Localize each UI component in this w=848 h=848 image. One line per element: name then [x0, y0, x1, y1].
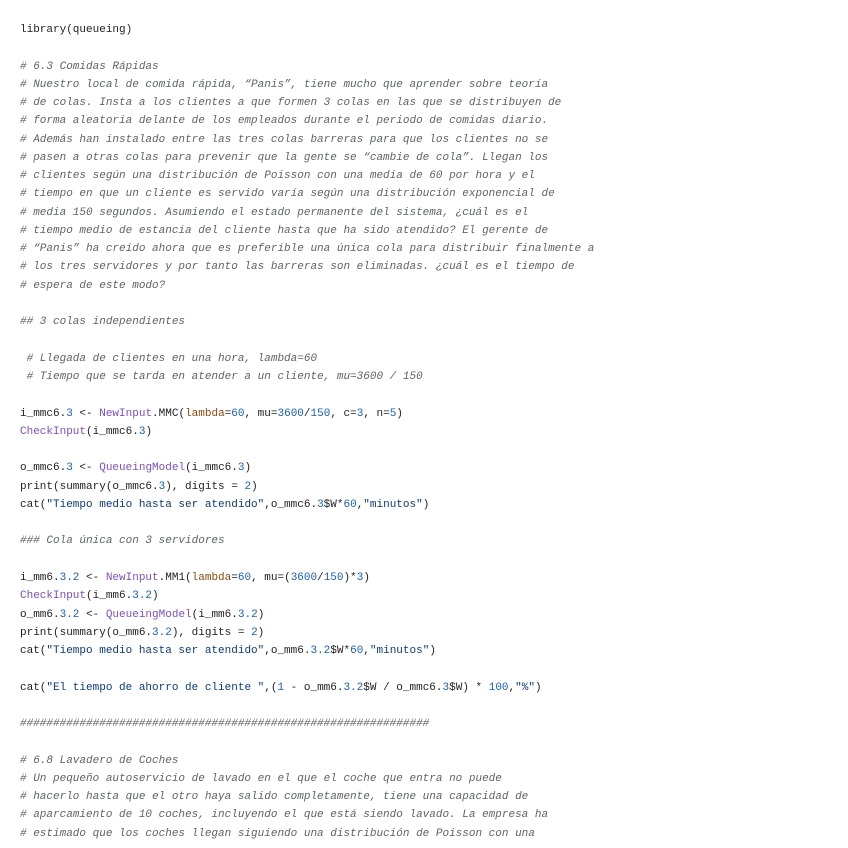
code-number: 1 — [277, 681, 285, 694]
code-line — [20, 368, 840, 386]
code-string: "Tiempo medio hasta ser atendido" — [46, 645, 265, 658]
code-text: (i_mmc6. — [86, 425, 139, 438]
code-text: print(summary(o_mmc6. — [20, 480, 159, 493]
code-function: CheckInput — [20, 590, 87, 603]
code-string: "minutos" — [363, 498, 423, 511]
code-number: 3600 — [277, 407, 304, 420]
code-line — [20, 21, 840, 39]
code-number: 2 — [244, 480, 252, 493]
code-number: 2 — [251, 626, 258, 639]
code-line — [20, 332, 840, 350]
code-function: CheckInput — [20, 425, 87, 438]
code-text: ) — [251, 480, 258, 493]
code-number: 3 — [442, 681, 450, 694]
code-line — [20, 606, 840, 624]
code-text: (i_mmc6. — [185, 462, 238, 475]
code-text: - o_mm6. — [284, 681, 344, 694]
code-comment: ############################################################## — [20, 718, 430, 731]
code-text: $W* — [330, 645, 351, 658]
code-number: 150 — [310, 407, 331, 420]
code-line — [20, 514, 840, 532]
code-argument: lambda — [185, 407, 225, 420]
code-comment: # media 150 segundos. Asumiendo el estado permanente del sistema, ¿cuál es el — [20, 206, 529, 219]
code-line — [20, 76, 840, 94]
code-number: 3 — [66, 462, 73, 475]
code-number: 3600 — [290, 571, 318, 584]
code-number: 3 — [237, 462, 245, 475]
code-line — [20, 295, 840, 313]
code-line — [20, 350, 840, 368]
code-line — [20, 733, 840, 751]
code-line — [20, 167, 840, 185]
code-text: library(queueing) — [20, 24, 133, 36]
code-number: 60 — [231, 407, 245, 420]
code-text: <- — [72, 407, 100, 420]
code-text: o_mmc6. — [20, 462, 67, 475]
code-text: / — [317, 571, 324, 584]
code-number: 3 — [66, 407, 73, 420]
code-line — [20, 131, 840, 149]
code-text: , n= — [363, 407, 390, 420]
code-comment: ### Cola única con 3 servidores — [20, 535, 225, 548]
code-comment: # clientes según una distribución de Poisson con una media de 60 por hora y el — [20, 170, 535, 183]
code-text: ) — [534, 681, 542, 694]
code-comment: # “Panis” ha creído ahora que es preferible una única cola para distribuir finalmente a — [20, 243, 595, 256]
code-text: $W) * — [449, 681, 489, 694]
code-line — [20, 478, 840, 496]
code-string: "minutos" — [369, 645, 430, 658]
code-number: 60 — [350, 645, 364, 658]
code-line — [20, 222, 840, 240]
code-line — [20, 185, 840, 203]
code-line — [20, 496, 840, 514]
code-number: 3.2 — [343, 681, 364, 694]
code-line — [20, 752, 840, 770]
code-number: 3.2 — [152, 626, 172, 639]
code-function: QueueingModel — [99, 462, 186, 475]
code-comment: # de colas. Insta a los clientes a que formen 3 colas en las que se distribuyen de — [20, 97, 562, 110]
code-text: , — [363, 645, 370, 658]
code-text: <- — [79, 608, 106, 621]
code-text: , c= — [330, 407, 357, 420]
code-line — [20, 679, 840, 697]
code-line — [20, 405, 840, 423]
code-function: NewInput — [105, 571, 159, 584]
code-text: i_mmc6. — [20, 407, 67, 420]
code-number: 60 — [237, 571, 252, 584]
code-text: = — [224, 407, 232, 420]
code-text: ) — [244, 462, 252, 475]
code-text: .MM1( — [158, 571, 192, 584]
code-text: ), digits = — [171, 626, 252, 639]
code-text: , mu= — [244, 407, 278, 420]
code-text: <- — [79, 571, 106, 584]
code-line — [20, 204, 840, 222]
code-line — [20, 277, 840, 295]
code-text: print(summary(o_mm6. — [20, 626, 153, 639]
code-number: 60 — [343, 498, 357, 511]
code-comment: # pasen a otras colas para prevenir que la gente se “cambie de cola”. Llegan los — [20, 151, 549, 164]
code-number: 100 — [488, 681, 509, 694]
code-text: ) — [152, 590, 159, 603]
code-number: 3.2 — [310, 645, 331, 658]
code-text: ) — [429, 645, 436, 658]
code-line — [20, 697, 840, 715]
code-text: ) — [145, 425, 153, 438]
code-comment: # Nuestro local de comida rápida, “Panis”, tiene mucho que aprender sobre teoría — [20, 78, 549, 91]
code-text: , — [356, 498, 364, 511]
code-line — [20, 423, 840, 441]
code-comment: # 6.3 Comidas Rápidas — [20, 60, 159, 73]
code-comment: # 6.8 Lavadero de Coches — [20, 754, 179, 767]
code-comment: # espera de este modo? — [20, 279, 166, 292]
code-number: 3.2 — [59, 608, 80, 621]
code-comment: # los tres servidores y por tanto las barreras son eliminadas. ¿cuál es el tiempo de — [20, 261, 575, 274]
code-text: )* — [343, 571, 357, 584]
code-text: ), digits = — [165, 480, 245, 493]
code-line — [20, 660, 840, 678]
code-line — [20, 587, 840, 605]
code-line — [20, 715, 840, 733]
code-line — [20, 441, 840, 459]
code-string: "%" — [515, 681, 535, 694]
code-line — [20, 39, 840, 57]
code-line — [20, 94, 840, 112]
code-line — [20, 258, 840, 276]
code-comment: # tiempo medio de estancia del cliente hasta que ha sido atendido? El gerente de — [20, 224, 549, 237]
code-number: 150 — [323, 571, 344, 584]
code-number: 5 — [389, 407, 397, 420]
code-line — [20, 788, 840, 806]
code-line — [20, 459, 840, 477]
code-text: ) — [257, 626, 265, 639]
code-line — [20, 112, 840, 130]
code-argument: lambda — [191, 571, 232, 584]
code-comment: # estimado que los coches llegan siguiendo una distribución de Poisson con una — [20, 827, 535, 840]
code-comment: # Además han instalado entre las tres colas barreras para que los clientes no se — [20, 133, 549, 146]
code-comment: # tiempo en que un cliente es servido varía según una distribución exponencial de — [20, 188, 555, 201]
code-text: (i_mm6. — [191, 608, 238, 621]
code-text: ,o_mmc6. — [264, 498, 318, 511]
code-comment: # forma aleatoria delante de los empleados durante el periodo de comidas diario. — [20, 115, 549, 128]
code-comment: # aparcamiento de 10 coches, incluyendo el que está siendo lavado. La empresa ha — [20, 809, 549, 822]
code-number: 3.2 — [237, 608, 258, 621]
code-comment: # Llegada de clientes en una hora, lambda=60 — [20, 352, 318, 365]
code-number: 3 — [158, 480, 166, 493]
code-text: ,o_mm6. — [264, 645, 311, 658]
code-line — [20, 825, 840, 843]
code-string: "Tiempo medio hasta ser atendido" — [46, 498, 265, 511]
code-line — [20, 569, 840, 587]
code-text: o_mm6. — [20, 608, 60, 621]
code-line — [20, 149, 840, 167]
code-line — [20, 642, 840, 660]
code-line — [20, 806, 840, 824]
code-comment: # Un pequeño autoservicio de lavado en el que el coche que entra no puede — [20, 772, 502, 785]
code-text: $W / o_mmc6. — [363, 681, 443, 694]
code-comment: ## 3 colas independientes — [20, 316, 186, 329]
code-number: 3 — [138, 425, 146, 438]
code-text: , — [508, 681, 516, 694]
code-line — [20, 624, 840, 642]
code-text: cat( — [20, 645, 47, 658]
code-text: cat( — [20, 498, 47, 511]
code-text: i_mm6. — [20, 571, 60, 584]
code-text: ) — [257, 608, 265, 621]
code-number: 3 — [356, 407, 364, 420]
code-editor[interactable] — [20, 21, 840, 843]
code-text: <- — [72, 462, 100, 475]
code-text: ) — [396, 407, 403, 420]
code-line — [20, 313, 840, 331]
code-text: ) — [422, 498, 430, 511]
code-text: (i_mm6. — [86, 590, 133, 603]
code-line — [20, 532, 840, 550]
code-line — [20, 551, 840, 569]
code-line — [20, 386, 840, 404]
code-number: 3 — [356, 571, 364, 584]
code-line — [20, 770, 840, 788]
code-text: ) — [363, 571, 370, 584]
code-text: = — [231, 571, 238, 584]
code-line — [20, 240, 840, 258]
code-text: $W* — [323, 498, 344, 511]
code-number: 3.2 — [59, 571, 80, 584]
code-line — [20, 58, 840, 76]
code-text: cat( — [20, 681, 47, 694]
code-string: "El tiempo de ahorro de cliente " — [46, 681, 265, 694]
code-function: QueueingModel — [105, 608, 192, 621]
code-comment: # Tiempo que se tarda en atender a un cliente, mu=3600 / 150 — [20, 371, 423, 384]
code-number: 3 — [317, 498, 324, 511]
code-function: NewInput — [99, 407, 153, 420]
code-text: , mu=( — [251, 571, 291, 584]
code-text: .MMC( — [152, 407, 186, 420]
code-comment: # hacerlo hasta que el otro haya salido completamente, tiene una capacidad de — [20, 791, 529, 804]
code-number: 3.2 — [132, 590, 153, 603]
code-text: / — [303, 407, 311, 420]
code-text: ,( — [264, 681, 278, 694]
